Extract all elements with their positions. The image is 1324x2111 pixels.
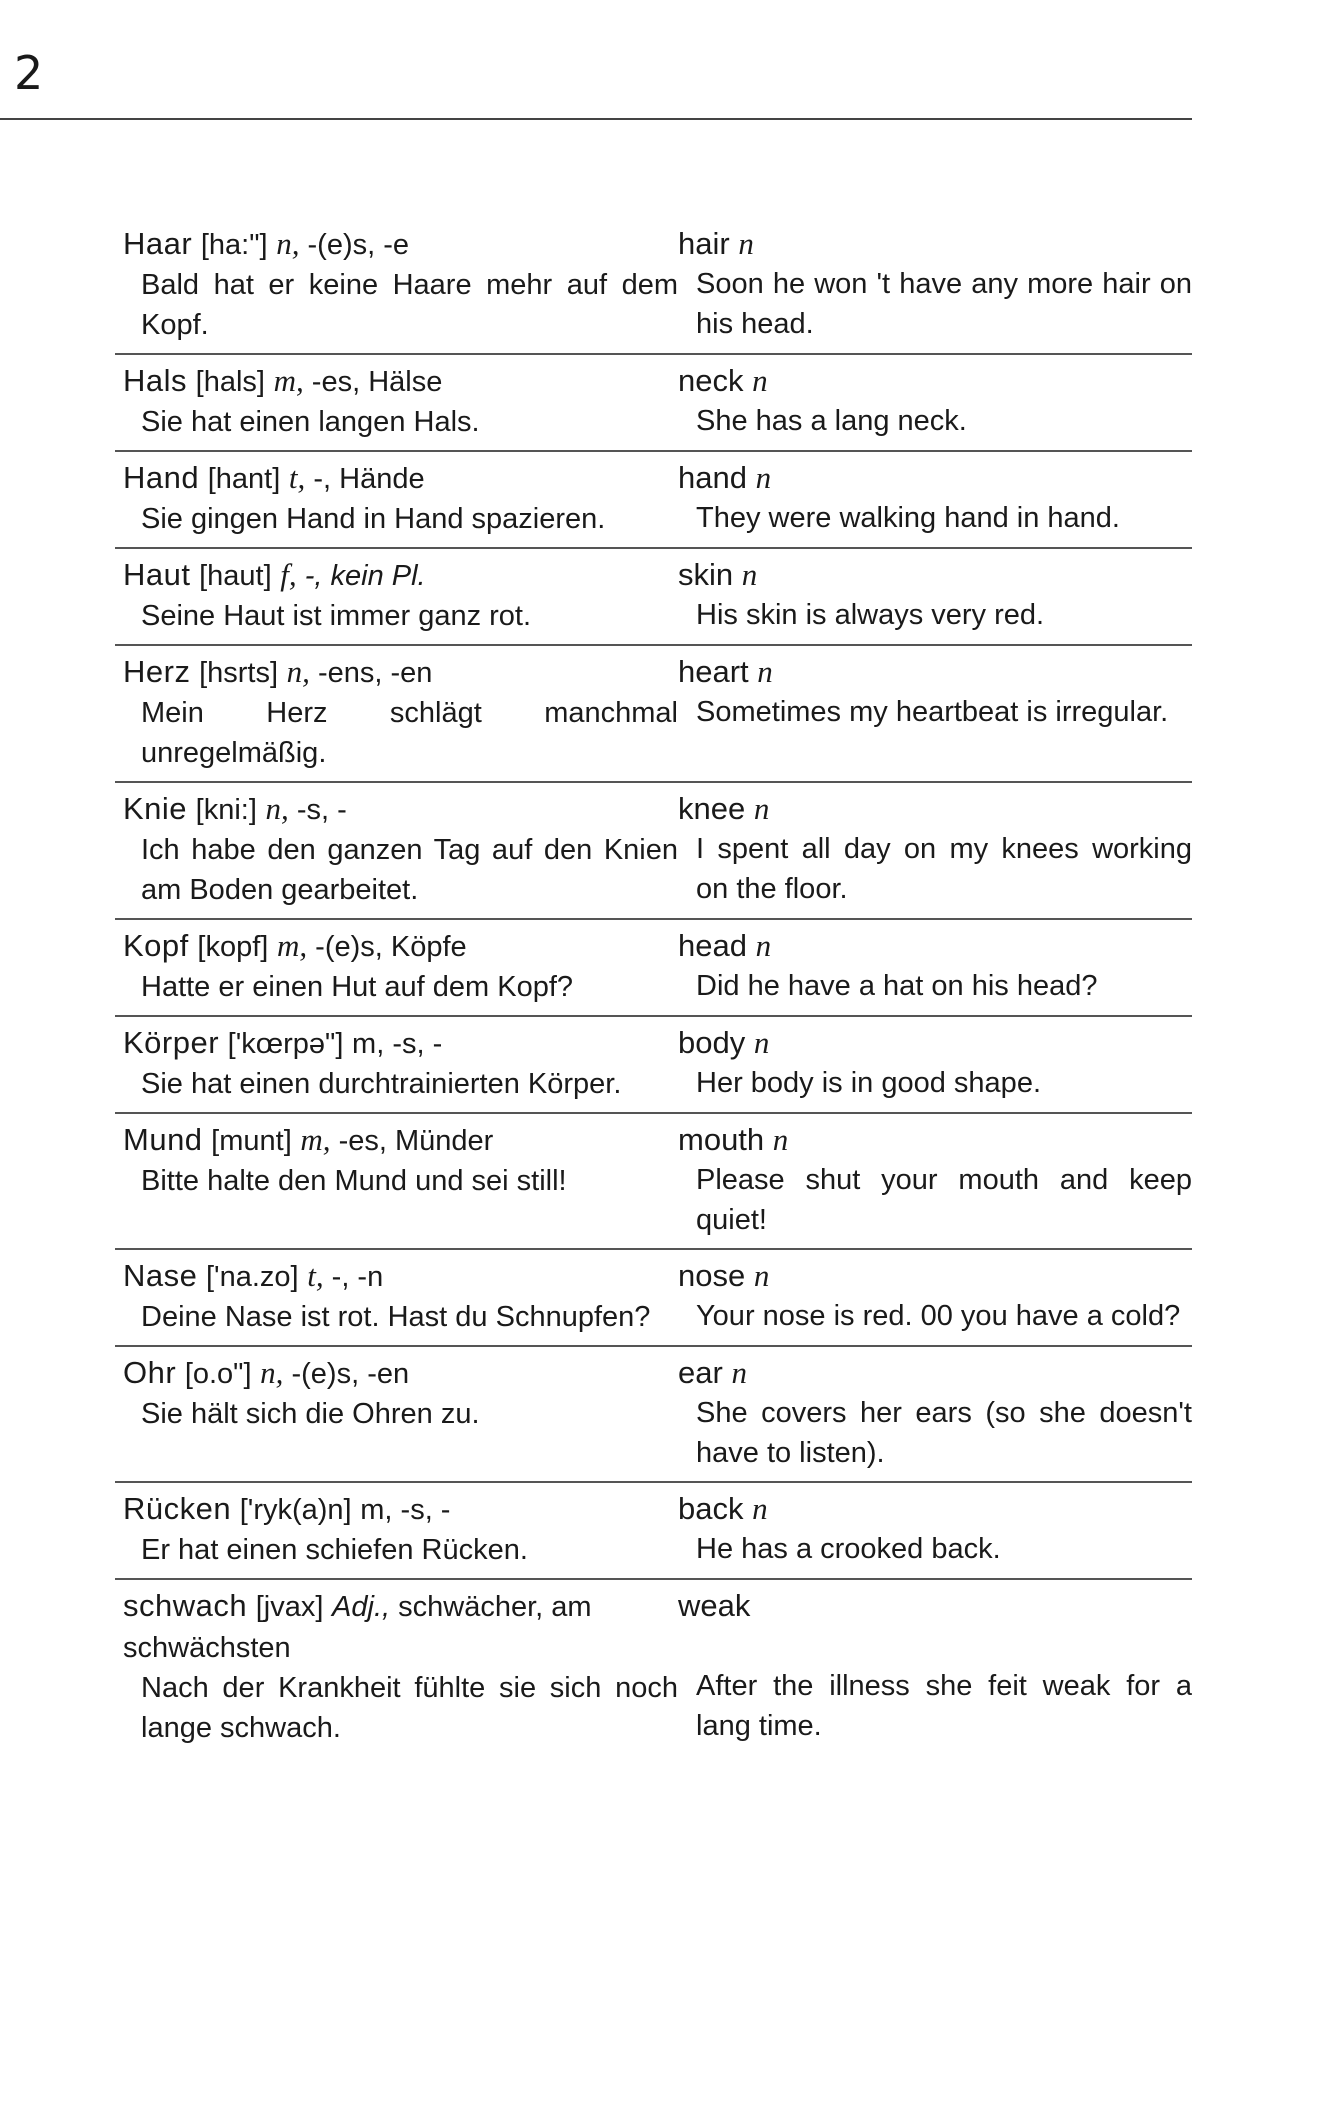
example-english: She has a lang neck. xyxy=(696,405,967,437)
pronunciation: [hsrts] xyxy=(199,657,279,689)
gender: m, xyxy=(300,1122,331,1157)
entry-german xyxy=(115,361,678,442)
gender: f, xyxy=(280,557,297,592)
example-english: His skin is always very red. xyxy=(696,599,1045,631)
english-word: skin xyxy=(678,557,734,592)
pronunciation: [jvax] xyxy=(255,1591,324,1623)
english-headline xyxy=(678,1586,1192,1626)
entry-headline xyxy=(123,1256,678,1297)
english-headline xyxy=(678,1489,1192,1529)
plural-forms: -ens, -en xyxy=(317,657,433,689)
example-english: After the illness she feit weak for a lang time. xyxy=(696,1670,1192,1742)
english-headline xyxy=(678,926,1192,966)
example-german: Bitte halte den Mund und sei still! xyxy=(141,1165,567,1197)
english-word: knee xyxy=(678,791,746,826)
pronunciation: [hals] xyxy=(195,366,265,398)
english-word: back xyxy=(678,1491,744,1526)
pronunciation: [o.o"] xyxy=(184,1358,252,1390)
english-word: heart xyxy=(678,654,749,689)
example-german: Sie gingen Hand in Hand spazieren. xyxy=(141,503,606,535)
example-german: Mein Herz schlägt manchmal unregelmäßig. xyxy=(141,697,678,769)
pronunciation: [kopf] xyxy=(197,931,269,963)
part-of-speech: n xyxy=(757,654,773,689)
entry-english xyxy=(678,1489,1192,1570)
example-english: Your nose is red. 00 you have a cold? xyxy=(696,1300,1181,1332)
example-english: I spent all day on my knees working on the floor. xyxy=(696,833,1192,905)
entry-hals xyxy=(115,355,1192,452)
headword: Herz xyxy=(123,654,191,689)
headword: Hand xyxy=(123,460,200,495)
vocabulary-list xyxy=(115,218,1192,1756)
part-of-speech: n xyxy=(753,791,770,826)
example-english: She covers her ears (so she doesn't have to listen). xyxy=(696,1397,1192,1469)
entry-german xyxy=(115,652,678,773)
english-word: hair xyxy=(678,226,730,261)
headword: Rücken xyxy=(123,1491,232,1526)
plural-forms: -s, - xyxy=(296,794,347,826)
plural-forms: -(e)s, Köpfe xyxy=(315,931,467,963)
part-of-speech: n xyxy=(753,1258,770,1293)
gender: n, xyxy=(260,1355,284,1390)
headword: Ohr xyxy=(123,1355,177,1390)
entry-english xyxy=(678,1120,1192,1240)
pronunciation: ['ryk(a)n] xyxy=(239,1494,352,1526)
entry-koerper xyxy=(115,1017,1192,1114)
entry-nase xyxy=(115,1250,1192,1347)
example-english: Soon he won 't have any more hair on his head. xyxy=(696,268,1192,340)
entry-german xyxy=(115,224,678,345)
headword: Nase xyxy=(123,1258,198,1293)
english-headline xyxy=(678,1256,1192,1296)
entry-ohr xyxy=(115,1347,1192,1483)
example-german: Hatte er einen Hut auf dem Kopf? xyxy=(141,971,574,1003)
english-word: body xyxy=(678,1025,746,1060)
entry-headline xyxy=(123,224,678,265)
entry-german xyxy=(115,458,678,539)
english-headline xyxy=(678,361,1192,401)
pronunciation: [haut] xyxy=(199,560,272,592)
entry-haar xyxy=(115,218,1192,355)
gender: n, xyxy=(276,226,300,261)
plural-forms: -(e)s, -en xyxy=(291,1358,410,1390)
entry-english xyxy=(678,224,1192,345)
entry-english xyxy=(678,1353,1192,1473)
plural-forms: -es, Münder xyxy=(338,1125,494,1157)
entry-english xyxy=(678,926,1192,1007)
gender: m, xyxy=(276,928,308,963)
example-german: Sie hat einen langen Hals. xyxy=(141,406,480,438)
entry-headline xyxy=(123,652,678,693)
english-headline xyxy=(678,789,1192,829)
entry-german xyxy=(115,926,678,1007)
example-english: Please shut your mouth and keep quiet! xyxy=(696,1164,1192,1236)
page-number: 2 xyxy=(14,46,44,100)
entry-headline xyxy=(123,1353,678,1394)
pronunciation: [ha:"] xyxy=(200,229,268,261)
example-english: Her body is in good shape. xyxy=(696,1067,1041,1099)
example-german: Deine Nase ist rot. Hast du Schnupfen? xyxy=(141,1301,651,1333)
spacer xyxy=(678,1626,1192,1666)
english-headline xyxy=(678,1353,1192,1393)
example-english: Sometimes my heartbeat is irregular. xyxy=(696,696,1169,728)
entry-english xyxy=(678,789,1192,910)
example-german: Bald hat er keine Haare mehr auf dem Kopf. xyxy=(141,269,678,341)
part-of-speech: n xyxy=(752,363,768,398)
plural-forms: schwächer, am schwächsten xyxy=(123,1591,592,1664)
english-word: hand xyxy=(678,460,747,495)
entry-english xyxy=(678,1256,1192,1337)
example-german: Sie hat einen durchtrainierten Körper. xyxy=(141,1068,622,1100)
pronunciation: [kni:] xyxy=(195,794,257,826)
entry-german xyxy=(115,1256,678,1337)
example-german: Sie hält sich die Ohren zu. xyxy=(141,1398,480,1430)
entry-german xyxy=(115,555,678,636)
example-german: Er hat einen schiefen Rücken. xyxy=(141,1534,528,1566)
plural-forms: -, Hände xyxy=(313,463,425,495)
english-headline xyxy=(678,224,1192,264)
entry-hand xyxy=(115,452,1192,549)
entry-knie xyxy=(115,783,1192,920)
english-headline xyxy=(678,555,1192,595)
part-of-speech: n xyxy=(755,928,772,963)
pronunciation: ['na.zo] xyxy=(206,1261,299,1293)
english-headline xyxy=(678,458,1192,498)
plural-forms: -(e)s, -e xyxy=(307,229,409,261)
entry-headline xyxy=(123,1489,678,1530)
part-of-speech: n xyxy=(755,460,772,495)
entry-headline xyxy=(123,361,678,402)
entry-german xyxy=(115,1353,678,1473)
headword: Knie xyxy=(123,791,188,826)
entry-headline xyxy=(123,1023,678,1064)
plural-forms: -, kein Pl. xyxy=(304,560,426,592)
pronunciation: ['kœrpə"] xyxy=(227,1028,344,1060)
entry-english xyxy=(678,652,1192,773)
example-english: They were walking hand in hand. xyxy=(696,502,1120,534)
gender: n, xyxy=(265,791,289,826)
english-word: weak xyxy=(678,1588,751,1623)
part-of-speech: n xyxy=(741,557,758,592)
example-english: Did he have a hat on his head? xyxy=(696,970,1098,1002)
part-of-speech: n xyxy=(731,1355,747,1390)
headword: Kopf xyxy=(123,928,189,963)
english-word: neck xyxy=(678,363,744,398)
entry-headline xyxy=(123,789,678,830)
entry-english xyxy=(678,458,1192,539)
plural-forms: -s, - xyxy=(392,1028,443,1060)
english-word: ear xyxy=(678,1355,723,1390)
plural-forms: -, -n xyxy=(331,1261,384,1293)
headword: Haut xyxy=(123,557,191,592)
gender: m, xyxy=(352,1028,385,1060)
english-word: head xyxy=(678,928,747,963)
headword: Körper xyxy=(123,1025,220,1060)
headword: Mund xyxy=(123,1122,203,1157)
headword: Hals xyxy=(123,363,188,398)
entry-german xyxy=(115,1489,678,1570)
plural-forms: -s, - xyxy=(400,1494,451,1526)
entry-headline xyxy=(123,458,678,499)
example-german: Ich habe den ganzen Tag auf den Knien am Boden gearbeitet. xyxy=(141,834,678,906)
headword: Haar xyxy=(123,226,193,261)
part-of-speech: n xyxy=(738,226,754,261)
example-german: Seine Haut ist immer ganz rot. xyxy=(141,600,532,632)
english-headline xyxy=(678,1023,1192,1063)
entry-ruecken xyxy=(115,1483,1192,1580)
entry-english xyxy=(678,555,1192,636)
entry-schwach xyxy=(115,1580,1192,1756)
entry-english xyxy=(678,1023,1192,1104)
gender: t, xyxy=(307,1258,324,1293)
entry-german xyxy=(115,789,678,910)
entry-english xyxy=(678,361,1192,442)
gender: m, xyxy=(360,1494,393,1526)
example-english: He has a crooked back. xyxy=(696,1533,1001,1565)
entry-kopf xyxy=(115,920,1192,1017)
pronunciation: [munt] xyxy=(211,1125,292,1157)
entry-german xyxy=(115,1120,678,1240)
gender: t, xyxy=(288,460,306,495)
entry-haut xyxy=(115,549,1192,646)
entry-headline xyxy=(123,1120,678,1161)
entry-mund xyxy=(115,1114,1192,1250)
part-of-speech: n xyxy=(753,1025,770,1060)
entry-english xyxy=(678,1586,1192,1748)
header-rule xyxy=(0,118,1192,120)
english-word: mouth xyxy=(678,1122,765,1157)
entry-german xyxy=(115,1586,678,1748)
headword: schwach xyxy=(123,1588,248,1623)
gender: m, xyxy=(273,363,304,398)
entry-herz xyxy=(115,646,1192,783)
part-of-speech: n xyxy=(752,1491,768,1526)
entry-german xyxy=(115,1023,678,1104)
entry-headline xyxy=(123,926,678,967)
english-word: nose xyxy=(678,1258,746,1293)
english-headline xyxy=(678,652,1192,692)
entry-headline xyxy=(123,555,678,596)
entry-headline xyxy=(123,1586,678,1668)
example-german: Nach der Krankheit fühlte sie sich noch lange schwach. xyxy=(141,1672,678,1744)
gender: n, xyxy=(286,654,310,689)
plural-forms: -es, Hälse xyxy=(311,366,443,398)
gender: Adj., xyxy=(332,1591,391,1623)
part-of-speech: n xyxy=(772,1122,789,1157)
english-headline xyxy=(678,1120,1192,1160)
pronunciation: [hant] xyxy=(207,463,281,495)
